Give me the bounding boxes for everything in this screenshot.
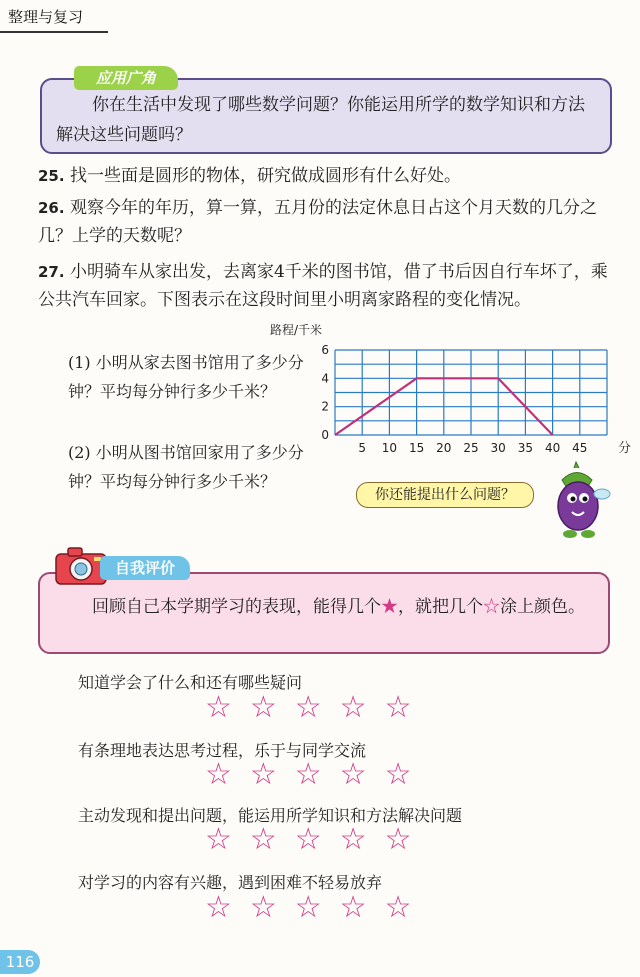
- problem-text: 小明骑车从家出发，去离家4千米的图书馆，借了书后因自行车坏了，乘公共汽车回家。下图表示在这段时间里小明离家路程的变化情况。: [38, 262, 608, 310]
- self-eval-text-before: 回顾自己本学期学习的表现，能得几个: [92, 597, 381, 617]
- problem-text: 找一些面是圆形的物体，研究做成圆形有什么好处。: [69, 166, 461, 186]
- chart-ylabel: 路程/千米: [270, 323, 323, 337]
- problem-number: 26.: [38, 199, 65, 217]
- header-rule: [0, 31, 108, 33]
- chart-grid: [335, 350, 607, 435]
- x-tick-label: 10: [381, 441, 398, 455]
- problem-25: [38, 162, 608, 190]
- criterion-3: 主动发现和提出问题，能运用所学知识和方法解决问题: [78, 806, 463, 825]
- star-rating-4[interactable]: ☆☆☆☆☆: [205, 890, 430, 925]
- problem-text: 观察今年的年历，算一算，五月份的法定休息日占这个月天数的几分之几？上学的天数呢？: [38, 198, 597, 246]
- x-tick-label: 30: [490, 441, 506, 455]
- y-tick-label: 4: [321, 371, 329, 386]
- problem-26: [38, 194, 608, 250]
- x-tick-label: 40: [544, 441, 561, 455]
- criterion-4: 对学习的内容有兴趣，遇到困难不轻易放弃: [78, 873, 383, 892]
- eggplant-mascot-icon: [542, 460, 612, 540]
- self-eval-text: [56, 592, 596, 622]
- x-tick-label: 15: [408, 441, 425, 455]
- criterion-2: 有条理地表达思考过程，乐于与同学交流: [78, 741, 367, 760]
- self-eval-text-middle: ，就把几个: [398, 597, 483, 617]
- x-tick-label: 25: [463, 441, 479, 455]
- y-tick-label: 2: [321, 399, 329, 414]
- apply-tab: 应用广角: [74, 66, 178, 90]
- problem-number: 25.: [38, 167, 65, 185]
- apply-box-text: 你在生活中发现了哪些数学问题？你能运用所学的数学知识和方法解决这些问题吗？: [56, 95, 585, 145]
- self-eval-text-after: 涂上颜色。: [500, 597, 585, 617]
- subquestion-label: (2): [68, 443, 91, 462]
- x-tick-label: 35: [517, 441, 534, 455]
- problem-27: [38, 258, 608, 314]
- star-rating-3[interactable]: ☆☆☆☆☆: [205, 822, 430, 857]
- star-rating-1[interactable]: ☆☆☆☆☆: [205, 690, 430, 725]
- subquestion-label: (1): [68, 353, 91, 372]
- empty-star-icon: ☆: [483, 597, 500, 617]
- self-eval-tab: 自我评价: [100, 556, 190, 580]
- y-tick-label: 6: [321, 343, 329, 357]
- criterion-1: 知道学会了什么和还有哪些疑问: [78, 673, 303, 692]
- filled-star-icon: ★: [381, 597, 398, 617]
- subquestion-text: 小明从图书馆回家用了多少分钟？平均每分钟行多少千米？: [68, 443, 304, 491]
- x-tick-label: 5: [358, 441, 367, 455]
- y-tick-label: 0: [321, 428, 329, 442]
- section-title: 整理与复习: [8, 8, 84, 26]
- speech-bubble: 你还能提出什么问题？: [356, 482, 534, 508]
- star-rating-2[interactable]: ☆☆☆☆☆: [205, 757, 430, 792]
- chart-y-ticks: [321, 343, 329, 442]
- subquestion-text: 小明从家去图书馆用了多少分钟？平均每分钟行多少千米？: [68, 353, 304, 401]
- page-number: 116: [0, 950, 40, 974]
- distance-time-chart: [270, 320, 640, 460]
- problem-number: 27.: [38, 263, 65, 281]
- x-tick-label: 45: [572, 441, 588, 455]
- x-tick-label: 20: [436, 441, 452, 455]
- chart-x-ticks: [358, 441, 587, 455]
- chart-xlabel: 分: [618, 441, 632, 456]
